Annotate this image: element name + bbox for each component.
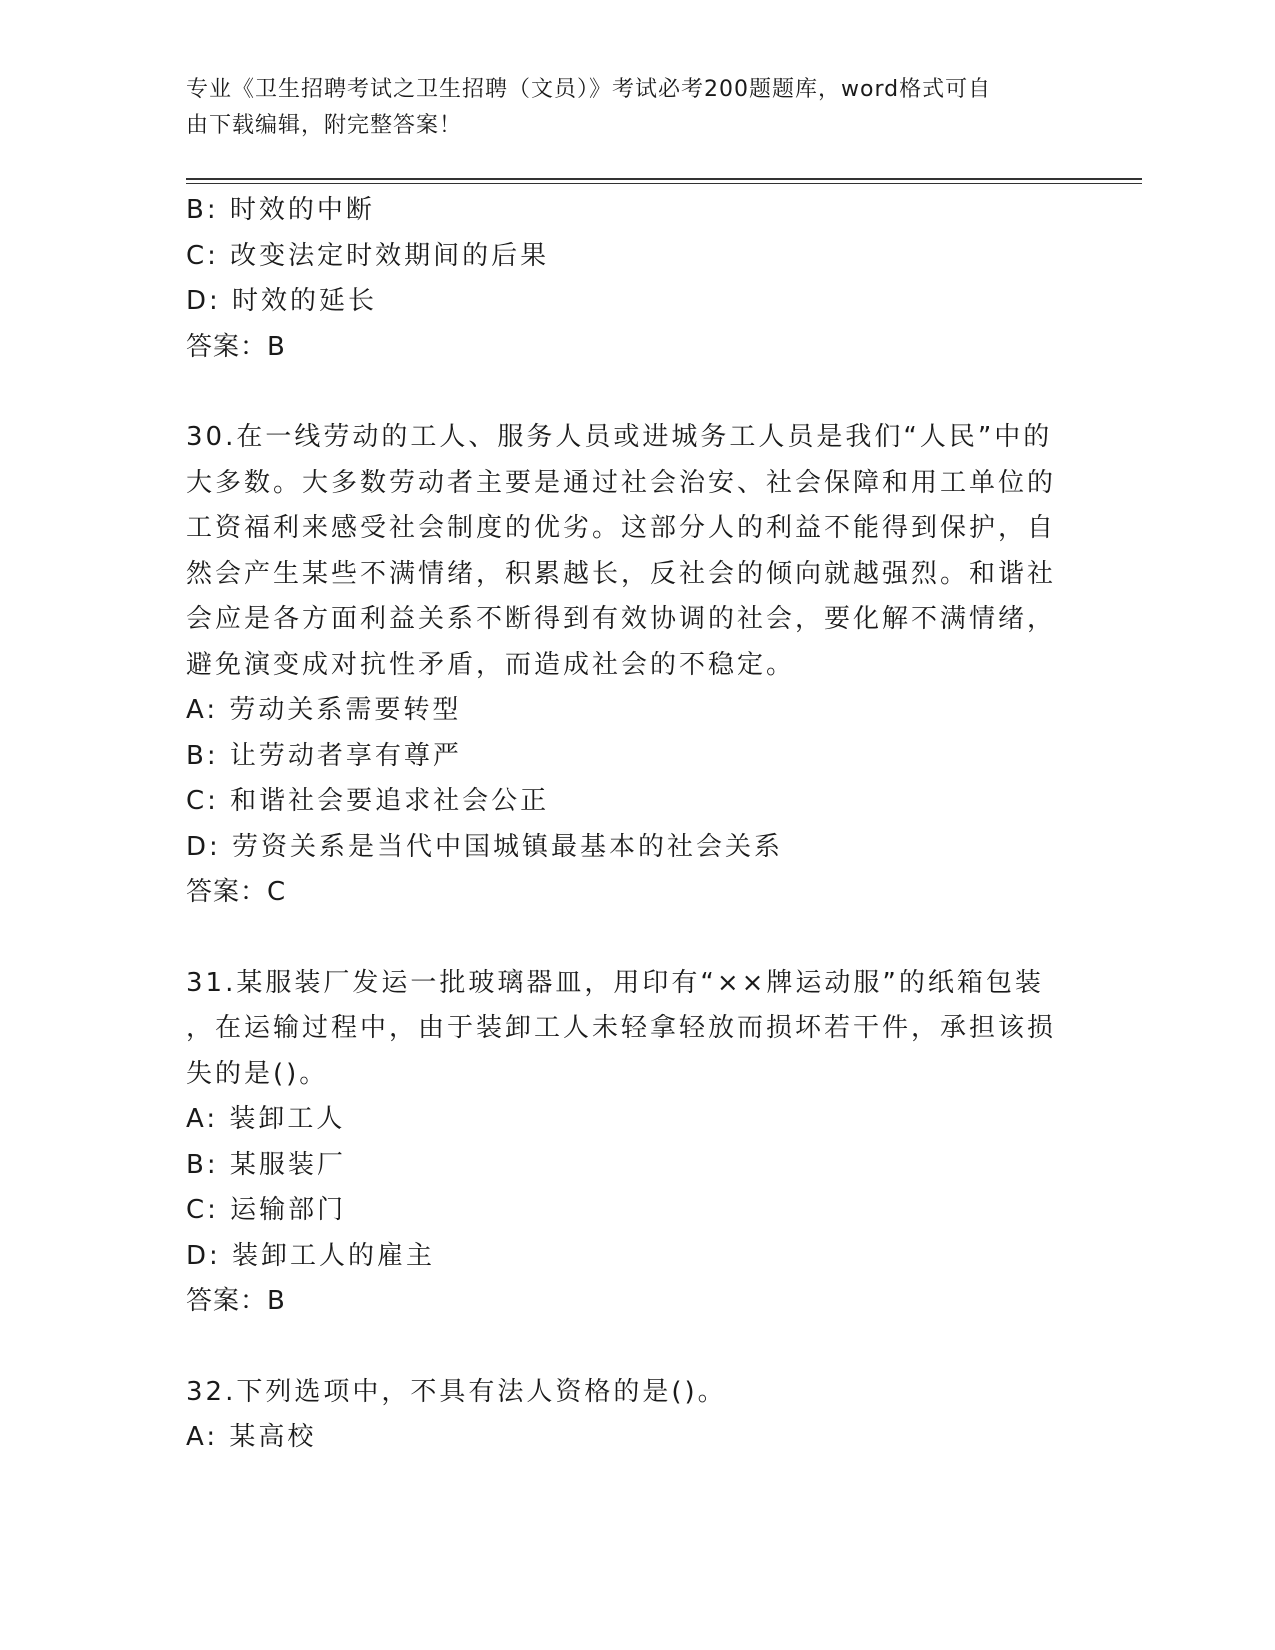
question-list [186, 188, 1086, 1461]
answer-line: 答案：B [186, 331, 286, 362]
question-stem-line: 失的是()。 [186, 1058, 329, 1089]
option-a: A: 劳动关系需要转型 [186, 695, 462, 725]
answer-line: 答案：B [186, 1286, 286, 1316]
answer-line: 答案：C [186, 877, 287, 907]
option-a: A: 装卸工人 [186, 1104, 346, 1134]
question-stem-line: 工资福利来感受社会制度的优劣。这部分人的利益不能得到保护，自 [186, 513, 1057, 543]
question-block-30 [186, 415, 1086, 916]
option-b: B: 时效的中断 [186, 195, 375, 225]
question-stem-line: 大多数。大多数劳动者主要是通过社会治安、社会保障和用工单位的 [186, 467, 1057, 498]
spacer [186, 370, 1086, 415]
option-d: D: 时效的延长 [186, 286, 378, 316]
question-stem-line: 会应是各方面利益关系不断得到有效协调的社会，要化解不满情绪， [186, 604, 1057, 634]
question-stem-line: 然会产生某些不满情绪，积累越长，反社会的倾向就越强烈。和谐社 [186, 558, 1057, 589]
header-divider-thin [186, 183, 1142, 184]
option-b: B: 让劳动者享有尊严 [186, 740, 462, 771]
header-divider-thick [186, 178, 1142, 180]
option-c: C: 改变法定时效期间的后果 [186, 240, 550, 271]
question-stem-line: 31.某服装厂发运一批玻璃器皿，用印有“××牌运动服”的纸箱包装 [186, 967, 1044, 998]
document-header [186, 72, 1066, 144]
header-line-2: 由下载编辑，附完整答案！ [186, 113, 463, 138]
option-c: C: 运输部门 [186, 1195, 347, 1225]
question-stem-line: 32.下列选项中，不具有法人资格的是()。 [186, 1376, 727, 1407]
question-block-29-tail [186, 188, 1086, 370]
option-d: D: 装卸工人的雇主 [186, 1240, 436, 1271]
question-stem-line: ，在运输过程中，由于装卸工人未轻拿轻放而损坏若干件，承担该损 [186, 1013, 1057, 1043]
spacer [186, 916, 1086, 961]
header-line-1: 专业《卫生招聘考试之卫生招聘（文员）》考试必考200题题库，word格式可自 [186, 77, 992, 102]
question-block-32 [186, 1370, 1086, 1461]
option-a: A: 某高校 [186, 1422, 317, 1452]
question-block-31 [186, 961, 1086, 1325]
spacer [186, 1325, 1086, 1370]
option-b: B: 某服装厂 [186, 1149, 346, 1180]
option-c: C: 和谐社会要追求社会公正 [186, 786, 550, 816]
question-stem-line: 避免演变成对抗性矛盾，而造成社会的不稳定。 [186, 649, 796, 680]
question-stem-line: 30.在一线劳动的工人、服务人员或进城务工人员是我们“人民”中的 [186, 422, 1053, 452]
option-d: D: 劳资关系是当代中国城镇最基本的社会关系 [186, 831, 784, 862]
